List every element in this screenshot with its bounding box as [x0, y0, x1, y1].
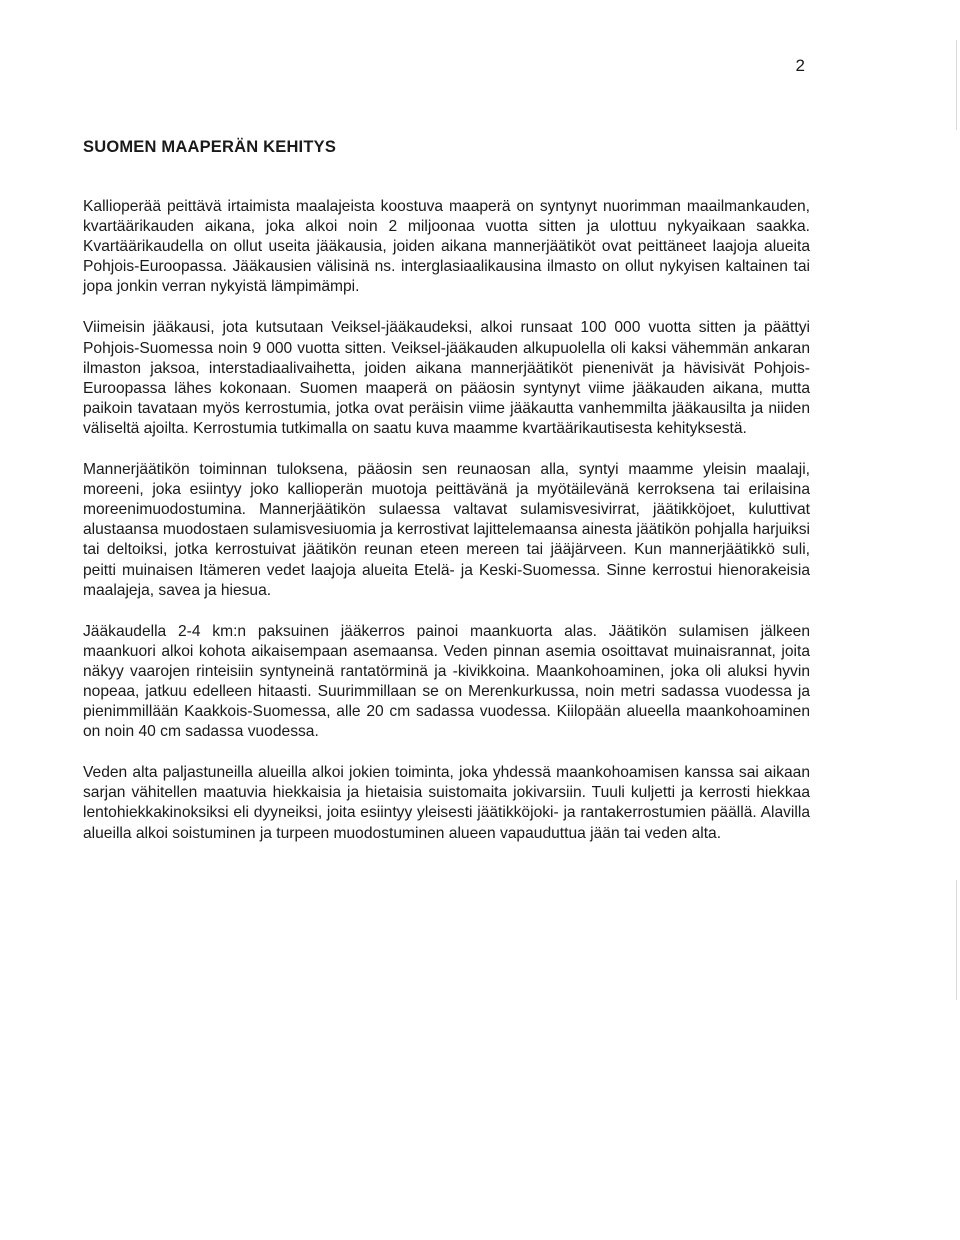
- paragraph-river-and-wind-deposits: Veden alta paljastuneilla alueilla alkoi jokien toiminta, joka yhdessä maankohoamisen kanssa sai aikaan sarjan vähitellen maatuvia hiekkaisia ja hietaisia suistomaita jokivarsiin. Tuuli kuljetti ja kerrosti hiekkaa lentohiekkakinoksiksi eli dyyneiksi, joita esiintyy yleisesti jäätikköjoki- ja rantakerrostumien päällä. Alavilla alueilla alkoi soistuminen ja turpeen muodostuminen alueen vapauduttua jään tai veden alta.: [83, 764, 810, 842]
- scan-edge-mark: [956, 40, 957, 130]
- scan-edge-mark: [956, 880, 957, 1000]
- paragraph-land-uplift: Jääkaudella 2-4 km:n paksuinen jääkerros painoi maankuorta alas. Jäätikön sulamisen jälkeen maankuori alkoi kohota aikaisempaan asemaansa. Veden pinnan asemia osoittavat muinaisrannat, joita näkyy vaarojen rinteisiin syntyneinä rantatörminä ja -kivikkoina. Maankohoaminen, joka oli aluksi hyvin nopeaa, jatkuu edelleen hitaasti. Suurimmillaan se on Merenkurkussa, noin metri sadassa vuodessa ja pienimmillään Kaakkois-Suomessa, alle 20 cm sadassa vuodessa. Kiilopään alueella maankohoaminen on noin 40 cm sadassa vuodessa.: [83, 622, 810, 741]
- page-number: 2: [795, 56, 805, 75]
- page-title: SUOMEN MAAPERÄN KEHITYS: [83, 138, 337, 156]
- body-text: [83, 197, 810, 865]
- paragraph-quaternary-period: Kallioperää peittävä irtaimista maalajeista koostuva maaperä on syntynyt nuorimman maailmankauden, kvartäärikauden aikana, joka alkoi noin 2 miljoonaa vuotta sitten ja ulottuu nykyaikaan saakka. Kvartäärikaudella on ollut useita jääkausia, joiden aikana mannerjäätiköt ovat peittäneet laajoja alueita Pohjois-Euroopassa. Jääkausien välisinä ns. interglasiaalikausina ilmasto on ollut nykyisen kaltainen tai jopa jonkin verran nykyistä lämpimämpi.: [83, 198, 810, 296]
- paragraph-glacial-deposits: Mannerjäätikön toiminnan tuloksena, pääosin sen reunaosan alla, syntyi maamme yleisin maalaji, moreeni, joka esiintyy joko kallioperän muotoja peittävänä ja myötäilevänä kerroksena tai erilaisina moreenimuodostumina. Mannerjäätikön sulaessa valtavat sulamisvesivirrat, jäätikköjoet, kuluttivat alustaansa muodostaen sulamisvesiuomia ja kerrostivat lajittelemaansa ainesta jäätikön pohjalla harjuiksi tai deltoiksi, jotka kerrostuivat jäätikön reunan eteen mereen tai jääjärveen. Kun mannerjäätikkö suli, peitti muinaisen Itämeren vedet laajoja alueita Etelä- ja Keski-Suomessa. Sinne kerrostui hienorakeisia maalajeja, savea ja hiesua.: [83, 461, 810, 599]
- paragraph-weichselian-ice-age: Viimeisin jääkausi, jota kutsutaan Veiksel-jääkaudeksi, alkoi runsaat 100 000 vuotta sitten ja päättyi Pohjois-Suomessa noin 9 000 vuotta sitten. Veiksel-jääkauden alkupuolella oli kaksi vähemmän ankaran ilmaston jaksoa, interstadiaalivaihetta, joiden aikana mannerjäätiköt pienenivät ja hävisivät Pohjois-Euroopassa lähes kokonaan. Suomen maaperä on pääosin syntynyt viime jääkauden aikana, mutta paikoin tavataan myös kerrostumia, jotka ovat peräisin viime jääkautta vanhemmilta jääkausilta ja niiden väliseltä ajoilta. Kerrostumia tutkimalla on saatu kuva maamme kvartäärikautisesta kehityksestä.: [83, 319, 810, 437]
